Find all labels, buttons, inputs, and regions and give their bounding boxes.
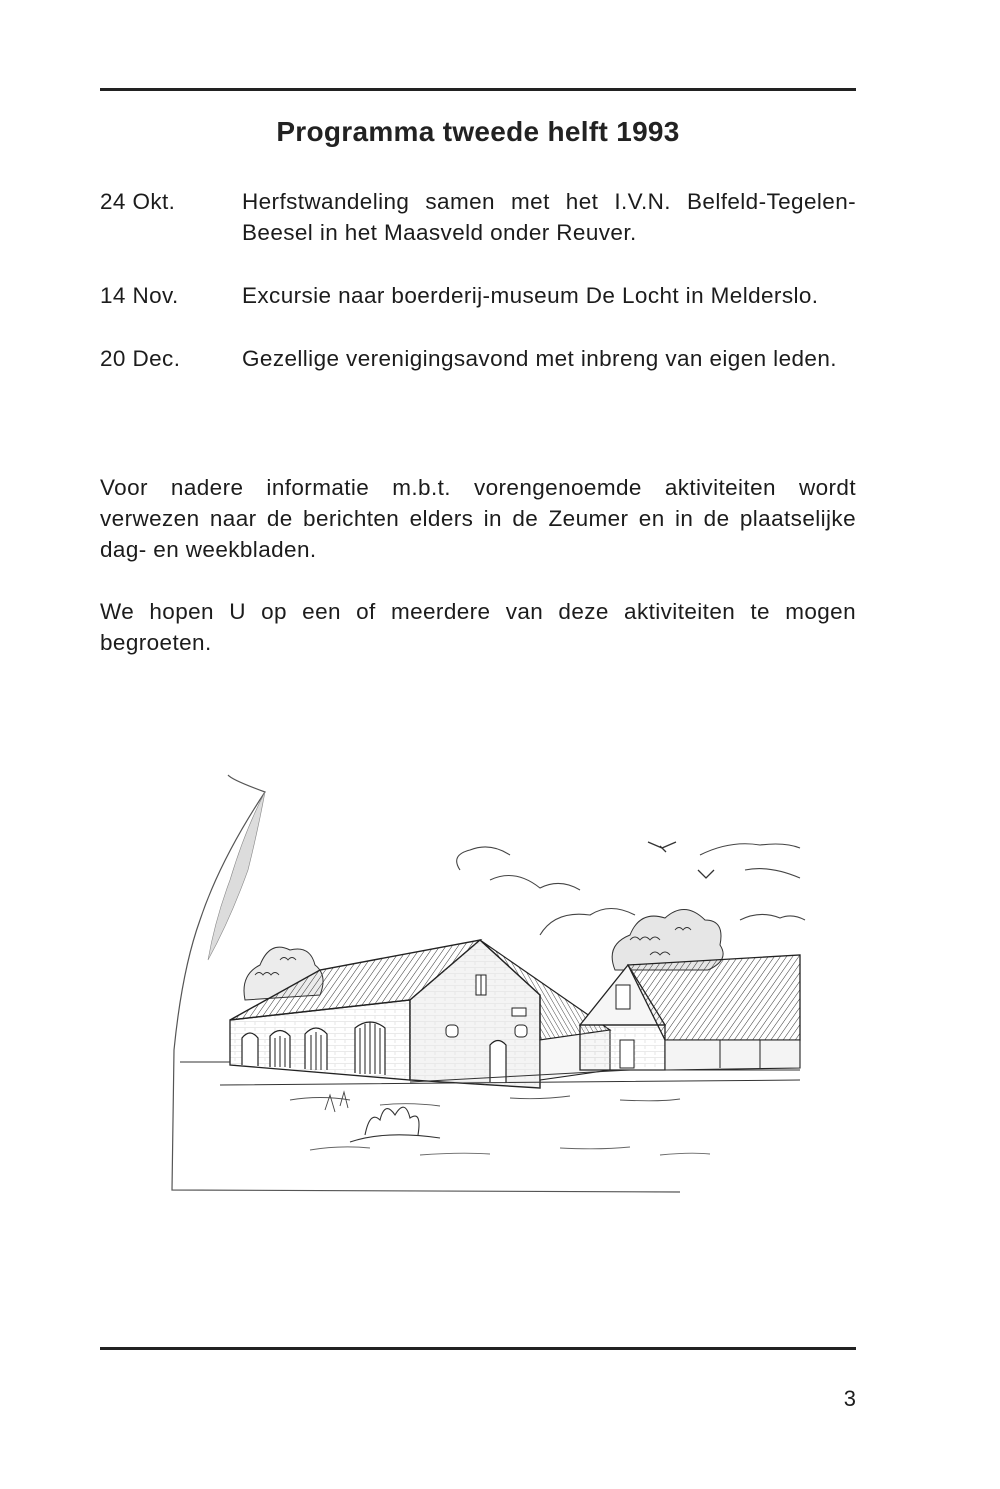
- page-title: Programma tweede helft 1993: [276, 116, 680, 147]
- info-paragraph: Voor nadere informatie m.b.t. vorengenoemde aktiviteiten wordt verwezen naar de berichten elders in de Zeumer en in de plaatselijke dag- en weekbladen.: [100, 475, 856, 562]
- farmhouse-illustration: [160, 770, 810, 1200]
- event-date: 24 Okt.: [100, 189, 176, 214]
- event-date: 14 Nov.: [100, 283, 179, 308]
- event-item: [100, 186, 856, 248]
- event-item: [100, 343, 856, 374]
- event-description: Gezellige verenigingsavond met inbreng van eigen leden.: [242, 346, 837, 371]
- closing-paragraph: We hopen U op een of meerdere van deze aktiviteiten te mogen begroeten.: [100, 599, 856, 655]
- bottom-rule: [100, 1347, 856, 1350]
- event-item: [100, 280, 856, 311]
- page-number: 3: [843, 1386, 856, 1411]
- event-list: [100, 186, 856, 374]
- top-rule: [100, 88, 856, 91]
- event-description: Excursie naar boerderij-museum De Locht in Melderslo.: [242, 283, 819, 308]
- event-description: Herfstwandeling samen met het I.V.N. Belfeld-Tegelen-Beesel in het Maasveld onder Reuver.: [242, 189, 856, 245]
- event-date: 20 Dec.: [100, 346, 181, 371]
